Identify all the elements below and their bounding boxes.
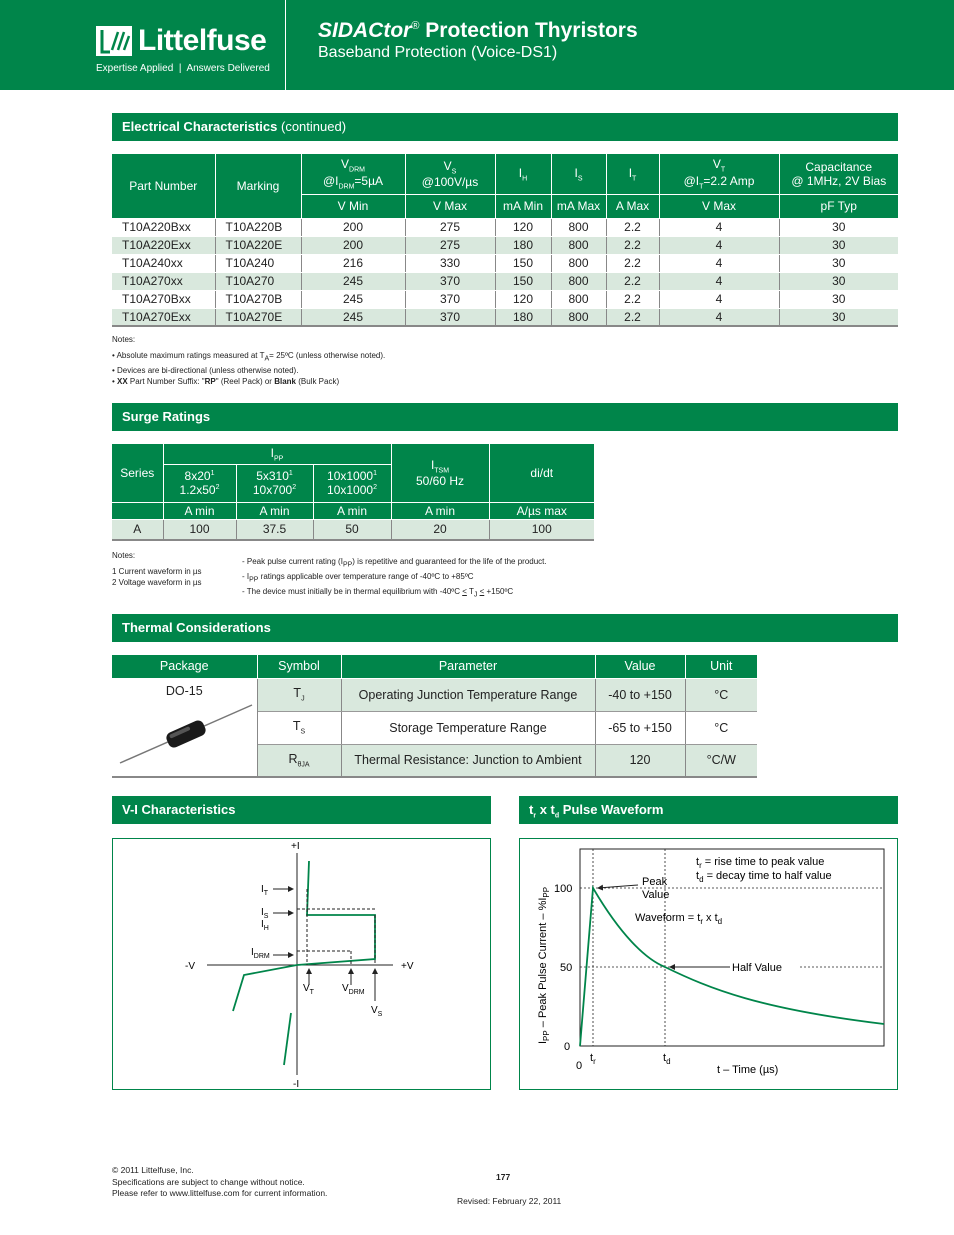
pulse-y-label: $I_{PP}$ – Peak Pulse Current – $\%I_{PP}$ — [537, 886, 551, 1044]
value-cell: 245 — [301, 290, 405, 308]
value-cell: 30 — [779, 254, 898, 272]
surge-section-title: Surge Ratings — [112, 403, 898, 431]
x-tick-tr: $t_r$ — [590, 1052, 596, 1066]
y-tick-0: 0 — [564, 1041, 571, 1053]
value-cell: 370 — [405, 290, 495, 308]
surge-note-3: - The device must initially be in thermal equilibrium with -40ºC < $T_J$ < +150ºC — [242, 587, 514, 599]
electrical-table — [112, 154, 898, 327]
package-cell — [112, 678, 257, 777]
value-cell: 370 — [405, 272, 495, 290]
vi-minus-i: -I — [293, 1079, 300, 1089]
copyright-line: © 2011 Littelfuse, Inc. — [112, 1165, 194, 1175]
surge-cell: 20 — [391, 519, 489, 540]
page-title — [318, 19, 638, 43]
surge-table — [112, 444, 594, 541]
surge-cell: 37.5 — [236, 519, 313, 540]
marking-cell: T10A270 — [215, 272, 301, 290]
vi-minus-v: -V — [185, 961, 195, 972]
part-number-cell: T10A270Exx — [112, 308, 215, 326]
footnote-1: 1 Current waveform in µs — [112, 566, 202, 576]
disclaimer-line: Specifications are subject to change without notice. — [112, 1176, 305, 1187]
vi-plus-i: +I — [291, 841, 300, 852]
unit-cell: mA Max — [551, 194, 606, 218]
value-cell: 800 — [551, 272, 606, 290]
vi-plus-v: +V — [401, 961, 414, 972]
do15-package-icon — [116, 699, 256, 769]
pulse-x-label: t – Time (µs) — [717, 1064, 779, 1076]
value-cell: 2.2 — [606, 236, 659, 254]
vi-label-vdrm: $V_{DRM}$ — [342, 983, 365, 996]
marking-cell: T10A220E — [215, 236, 301, 254]
table-row — [112, 218, 898, 236]
table-row — [112, 236, 898, 254]
value-cell: 120 — [495, 290, 551, 308]
header-ih: $I_H$ — [495, 154, 551, 194]
electrical-table-body — [112, 218, 898, 326]
value-cell: 4 — [659, 308, 779, 326]
value-cell: 180 — [495, 308, 551, 326]
value-cell: 2.2 — [606, 308, 659, 326]
part-number-cell: T10A270xx — [112, 272, 215, 290]
value-cell: 30 — [779, 308, 898, 326]
value-cell: 275 — [405, 218, 495, 236]
value-cell: 120 — [595, 744, 685, 777]
value-cell: 4 — [659, 254, 779, 272]
header-vdrm: $V_{DRM}$ $@I_{DRM}=5\mu A$ — [301, 154, 405, 194]
header-it: $I_T$ — [606, 154, 659, 194]
surge-cell: 100 — [489, 519, 594, 540]
table-row — [112, 308, 898, 326]
value-cell: 4 — [659, 272, 779, 290]
note-3: • XX Part Number Suffix: "RP" (Reel Pack) or Blank (Bulk Pack) — [112, 377, 340, 387]
x-tick-td: $t_d$ — [663, 1052, 671, 1066]
vi-label-ih: $I_H$ — [261, 919, 269, 932]
footer-copyright — [112, 1165, 327, 1200]
value-cell: 800 — [551, 308, 606, 326]
unit-cell: A min — [236, 502, 313, 519]
electrical-notes — [112, 334, 385, 388]
value-cell: 30 — [779, 236, 898, 254]
value-cell: 120 — [495, 218, 551, 236]
surge-cell: A — [112, 519, 163, 540]
header-divider — [285, 0, 286, 90]
notes-title: Notes: — [112, 335, 136, 344]
title-italic: SIDACtor — [318, 19, 412, 42]
header-parameter: Parameter — [341, 655, 595, 678]
surge-cell: 100 — [163, 519, 236, 540]
unit-cell: °C/W — [685, 744, 757, 777]
half-value-label: Half Value — [732, 962, 782, 974]
unit-cell: pF Typ — [779, 194, 898, 218]
unit-cell: A min — [163, 502, 236, 519]
table-row — [112, 254, 898, 272]
symbol-rtheta: $R_{\theta JA}$ — [257, 744, 341, 777]
surge-note-2: - $I_{PP}$ ratings applicable over temperature range of -40ºC to +85ºC — [242, 572, 474, 584]
part-number-cell: T10A220Exx — [112, 236, 215, 254]
value-cell: 2.2 — [606, 218, 659, 236]
value-cell: 800 — [551, 218, 606, 236]
header-capacitance: Capacitance @ 1MHz, 2V Bias — [779, 154, 898, 194]
value-cell: 800 — [551, 290, 606, 308]
value-cell: 4 — [659, 218, 779, 236]
value-cell: -40 to +150 — [595, 678, 685, 711]
value-cell: -65 to +150 — [595, 711, 685, 744]
unit-cell: A min — [313, 502, 391, 519]
pulse-section-title: $t_r$ x $t_d$ Pulse Waveform — [519, 796, 898, 824]
vi-label-idrm: $I_{DRM}$ — [251, 947, 270, 960]
unit-cell: A/µs max — [489, 502, 594, 519]
part-number-cell: T10A220Bxx — [112, 218, 215, 236]
tagline-right: Answers Delivered — [186, 63, 270, 74]
vi-label-is: $I_S$ — [261, 907, 269, 920]
header-vs: $V_S$ @100V/µs — [405, 154, 495, 194]
part-number-cell: T10A240xx — [112, 254, 215, 272]
header-package: Package — [112, 655, 257, 678]
vi-curve-svg — [113, 839, 490, 1089]
unit-cell: V Max — [659, 194, 779, 218]
electrical-section-title — [112, 113, 898, 141]
value-cell: 275 — [405, 236, 495, 254]
value-cell: 370 — [405, 308, 495, 326]
unit-cell: °C — [685, 711, 757, 744]
pulse-diagram — [519, 838, 898, 1090]
unit-cell: A min — [391, 502, 489, 519]
header-vt: $V_T$ $@I_T=2.2$ Amp — [659, 154, 779, 194]
value-cell: 800 — [551, 254, 606, 272]
header-itsm: $I_{TSM}$ 50/60 Hz — [391, 444, 489, 502]
value-cell: 180 — [495, 236, 551, 254]
value-cell: 150 — [495, 272, 551, 290]
brand-tagline: Expertise Applied | Answers Delivered — [96, 63, 270, 74]
header-symbol: Symbol — [257, 655, 341, 678]
surge-cell: 50 — [313, 519, 391, 540]
unit-blank — [112, 502, 163, 519]
peak-label-a: Peak — [642, 876, 668, 888]
header-8x20: $8x20^1$ $1.2x50^2$ — [163, 464, 236, 502]
surge-footnotes — [112, 550, 202, 589]
package-label: DO-15 — [165, 683, 203, 698]
value-cell: 245 — [301, 308, 405, 326]
vi-label-it: $I_T$ — [261, 884, 269, 897]
value-cell: 30 — [779, 290, 898, 308]
page-header — [0, 0, 954, 90]
page-number: 177 — [496, 1172, 511, 1182]
value-cell: 216 — [301, 254, 405, 272]
title-rest: Protection Thyristors — [419, 19, 638, 42]
legend-td: $t_d$ = decay time to half value — [696, 870, 832, 884]
value-cell: 2.2 — [606, 272, 659, 290]
vi-label-vs: $V_S$ — [371, 1005, 383, 1018]
legend-tr: $t_r$ = rise time to peak value — [696, 856, 825, 870]
surge-notes — [242, 556, 547, 601]
electrical-title-note: (continued) — [281, 119, 347, 134]
thermal-table — [112, 655, 757, 778]
symbol-tj: $T_J$ — [257, 678, 341, 711]
unit-cell: V Max — [405, 194, 495, 218]
surge-notes-title: Notes: — [112, 551, 136, 560]
thermal-section-title: Thermal Considerations — [112, 614, 898, 642]
param-cell: Storage Temperature Range — [341, 711, 595, 744]
tagline-left: Expertise Applied — [96, 63, 174, 74]
param-cell: Operating Junction Temperature Range — [341, 678, 595, 711]
marking-cell: T10A240 — [215, 254, 301, 272]
header-is: $I_S$ — [551, 154, 606, 194]
y-tick-50: 50 — [560, 962, 573, 974]
unit-cell: A Max — [606, 194, 659, 218]
vi-section-title: V-I Characteristics — [112, 796, 491, 824]
littelfuse-logo-icon — [96, 26, 132, 56]
header-ipp: $I_{PP}$ — [163, 444, 391, 464]
value-cell: 245 — [301, 272, 405, 290]
header-part-number: Part Number — [112, 154, 215, 218]
vi-diagram — [112, 838, 491, 1090]
value-cell: 200 — [301, 218, 405, 236]
brand-name: Littelfuse — [138, 24, 267, 57]
note-1: • Absolute maximum ratings measured at $T_A=$ 25ºC (unless otherwise noted). — [112, 350, 386, 363]
header-didt: di/dt — [489, 444, 594, 502]
value-cell: 150 — [495, 254, 551, 272]
symbol-ts: $T_S$ — [257, 711, 341, 744]
table-row — [112, 272, 898, 290]
header-series: Series — [112, 444, 163, 502]
title-reg: ® — [411, 20, 420, 32]
unit-cell: °C — [685, 678, 757, 711]
value-cell: 2.2 — [606, 290, 659, 308]
header-5x310: $5x310^1$ $10x700^2$ — [236, 464, 313, 502]
website-line: Please refer to www.littelfuse.com for current information. — [112, 1188, 328, 1198]
revised-date: Revised: February 22, 2011 — [457, 1196, 562, 1206]
value-cell: 30 — [779, 218, 898, 236]
table-row — [112, 290, 898, 308]
brand-logo — [96, 24, 286, 84]
header-unit: Unit — [685, 655, 757, 678]
unit-cell: mA Min — [495, 194, 551, 218]
value-cell: 330 — [405, 254, 495, 272]
note-2: • Devices are bi-directional (unless otherwise noted). — [112, 365, 299, 375]
value-cell: 800 — [551, 236, 606, 254]
waveform-label: Waveform = $t_r$ x $t_d$ — [635, 912, 723, 926]
value-cell: 2.2 — [606, 254, 659, 272]
vi-curve-neg — [284, 1013, 291, 1065]
x-tick-0: 0 — [576, 1060, 583, 1072]
part-number-cell: T10A270Bxx — [112, 290, 215, 308]
value-cell: 4 — [659, 290, 779, 308]
y-tick-100: 100 — [554, 883, 573, 895]
header-value: Value — [595, 655, 685, 678]
marking-cell: T10A270B — [215, 290, 301, 308]
marking-cell: T10A270E — [215, 308, 301, 326]
pulse-waveform-svg — [520, 839, 897, 1089]
footnote-2: 2 Voltage waveform in µs — [112, 578, 202, 587]
header-10x1000: 10x1000$^1$ 10x1000$^2$ — [313, 464, 391, 502]
value-cell: 30 — [779, 272, 898, 290]
param-cell: Thermal Resistance: Junction to Ambient — [341, 744, 595, 777]
vi-label-vt: $V_T$ — [303, 983, 314, 996]
electrical-title: Electrical Characteristics — [122, 119, 278, 134]
unit-cell: V Min — [301, 194, 405, 218]
value-cell: 200 — [301, 236, 405, 254]
peak-label-b: Value — [642, 889, 670, 901]
page-subtitle: Baseband Protection (Voice-DS1) — [318, 44, 558, 61]
marking-cell: T10A220B — [215, 218, 301, 236]
value-cell: 4 — [659, 236, 779, 254]
surge-note-1: - Peak pulse current rating $(I_{PP})$ is repetitive and guaranteed for the life of the product. — [242, 557, 547, 569]
header-marking: Marking — [215, 154, 301, 218]
